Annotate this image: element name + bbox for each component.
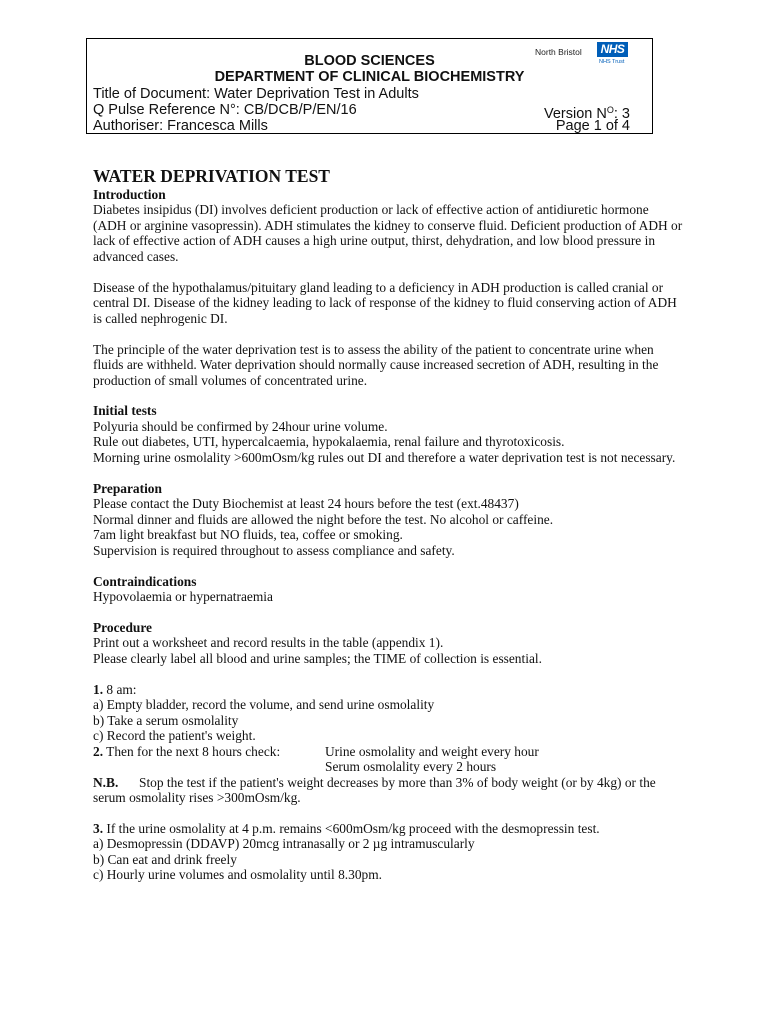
nhs-logo	[535, 42, 631, 68]
document-title: WATER DEPRIVATION TEST	[93, 166, 330, 186]
step-2-check-2: Serum osmolality every 2 hours	[325, 759, 497, 775]
step-1-item: a) Empty bladder, record the volume, and send urine osmolality	[93, 697, 435, 713]
step-1-text: 8 am:	[103, 681, 137, 697]
document-body	[93, 165, 683, 883]
step-3-item: b) Can eat and drink freely	[93, 851, 237, 867]
intro-paragraph-3: The principle of the water deprivation test is to assess the ability of the patient to concentrate urine when fluids are withheld. Water deprivation should normally cause increased secretion of ADH, resulting in the production of small volumes of concentrated urine.	[93, 341, 659, 388]
procedure-step-3	[93, 821, 683, 836]
step-2-text: Then for the next 8 hours check:	[103, 743, 281, 759]
preparation-line: 7am light breakfast but NO fluids, tea, coffee or smoking.	[93, 527, 403, 543]
heading-initial-tests: Initial tests	[93, 403, 157, 419]
intro-paragraph-1: Diabetes insipidus (DI) involves deficient production or lack of effective action of antidiuretic hormone (ADH or arginine vasopressin). ADH stimulates the kidney to conserve fluid. Deficient production of ADH or lack of effective action of ADH causes a high urine output, thirst, dehydration, and low blood pressure in advanced cases.	[93, 202, 683, 264]
header-version-sup: O	[606, 105, 614, 115]
step-2-lead	[93, 744, 325, 759]
preparation-line: Normal dinner and fluids are allowed the night before the test. No alcohol or caffeine.	[93, 511, 554, 527]
header-dept-line1: BLOOD SCIENCES	[304, 53, 435, 69]
nb-label: N.B.	[93, 774, 119, 790]
header-qpulse-ref: Q Pulse Reference N°: CB/DCB/P/EN/16	[93, 102, 357, 118]
step-3-item: c) Hourly urine volumes and osmolality until 8.30pm.	[93, 867, 382, 883]
heading-preparation: Preparation	[93, 480, 162, 496]
header-version-value: : 3	[613, 106, 630, 122]
initial-tests-line: Polyuria should be confirmed by 24hour urine volume.	[93, 418, 388, 434]
header-title-of-document: Title of Document: Water Deprivation Test in Adults	[93, 86, 419, 102]
procedure-step-2	[93, 744, 683, 759]
step-3-text: If the urine osmolality at 4 p.m. remains <600mOsm/kg proceed with the desmopressin test.	[103, 820, 600, 836]
step-2-row-2	[93, 759, 683, 774]
nb-text-first: Stop the test if the patient's weight decreases by more than 3% of body weight (or by 4kg) or the	[139, 774, 656, 790]
step-1-item: b) Take a serum osmolality	[93, 712, 239, 728]
step-2-number: 2.	[93, 743, 104, 759]
contraindications-text: Hypovolaemia or hypernatraemia	[93, 589, 273, 605]
heading-introduction: Introduction	[93, 187, 166, 202]
preparation-line: Supervision is required throughout to assess compliance and safety.	[93, 542, 455, 558]
heading-procedure: Procedure	[93, 619, 153, 635]
step-1-number: 1.	[93, 681, 104, 697]
procedure-step-1	[93, 682, 683, 697]
step-3-item: a) Desmopressin (DDAVP) 20mcg intranasally or 2 µg intramuscularly	[93, 836, 475, 852]
nb-note	[93, 775, 683, 790]
procedure-intro-line: Print out a worksheet and record results in the table (appendix 1).	[93, 635, 444, 651]
step-3-number: 3.	[93, 820, 104, 836]
procedure-intro-line: Please clearly label all blood and urine samples; the TIME of collection is essential.	[93, 650, 542, 666]
step-2-check-1: Urine osmolality and weight every hour	[325, 743, 539, 759]
step-1-item: c) Record the patient's weight.	[93, 728, 256, 744]
initial-tests-line: Rule out diabetes, UTI, hypercalcaemia, hypokalaemia, renal failure and thyrotoxicosis.	[93, 434, 565, 450]
logo-trust-text: NHS Trust	[599, 59, 625, 65]
nb-text-rest: serum osmolality rises >300mOsm/kg.	[93, 790, 301, 805]
header-page-number: Page 1 of 4	[555, 118, 630, 134]
nhs-badge: NHS	[597, 42, 628, 57]
logo-org-name: North Bristol	[535, 47, 582, 57]
header-version-label: Version N	[543, 106, 607, 122]
header-authoriser: Authoriser: Francesca Mills	[93, 118, 268, 134]
intro-paragraph-2: Disease of the hypothalamus/pituitary gland leading to a deficiency in ADH production is called cranial or central DI. Disease of the kidney leading to lack of response of the kidney to fluid conserving action of ADH is called nephrogenic DI.	[93, 279, 677, 326]
preparation-line: Please contact the Duty Biochemist at least 24 hours before the test (ext.48437)	[93, 496, 519, 512]
initial-tests-line: Morning urine osmolality >600mOsm/kg rules out DI and therefore a water deprivation test is not necessary.	[93, 449, 676, 465]
header-dept-line2: DEPARTMENT OF CLINICAL BIOCHEMISTRY	[214, 69, 525, 85]
heading-contraindications: Contraindications	[93, 573, 197, 589]
